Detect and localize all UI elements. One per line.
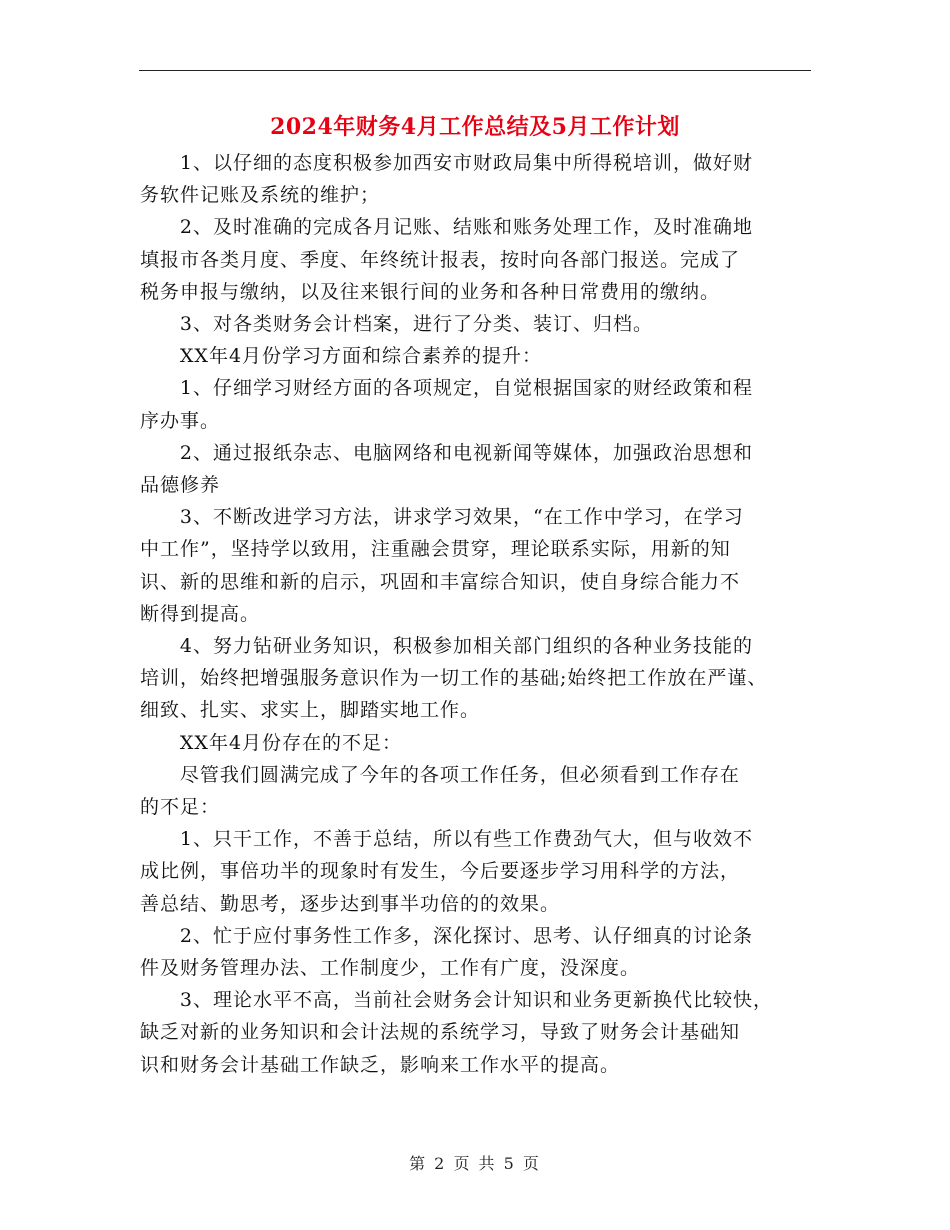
paragraph-6: 2、通过报纸杂志、电脑网络和电视新闻等媒体，加强政治思想和 品德修养: [140, 441, 753, 497]
header-rule: [139, 70, 811, 71]
paragraph-10: 尽管我们圆满完成了今年的各项工作任务，但必须看到工作存在 的不足：: [140, 763, 740, 819]
paragraph-2: 2、及时准确的完成各月记账、结账和账务处理工作，及时准确地 填报市各类月度、季度、年终统计报表，按时向各部门报送。完成了 税务申报与缴纳，以及往来银行间的业务和各种日常费用的缴纳。: [140, 216, 753, 303]
section-heading-learning: XX年4月份学习方面和综合素养的提升：: [179, 345, 543, 368]
paragraph-12: 2、忙于应付事务性工作多，深化探讨、思考、认仔细真的讨论条 件及财务管理办法、工作制度少，工作有广度，没深度。: [140, 924, 753, 980]
paragraph-5: 1、仔细学习财经方面的各项规定，自觉根据国家的财经政策和程 序办事。: [140, 377, 753, 432]
page-number-footer: 第 2 页 共 5 页: [409, 1154, 541, 1173]
paragraph-11: 1、只干工作，不善于总结，所以有些工作费劲气大，但与收效不 成比例，事倍功半的现象时有发生，今后要逐步学习用科学的方法， 善总结、勤思考，逐步达到事半功倍的的效果。: [140, 828, 753, 915]
paragraph-8: 4、努力钻研业务知识，积极参加相关部门组织的各种业务技能的 培训，始终把增强服务意识作为一切工作的基础;始终把工作放在严谨、 细致、扎实、求实上，脚踏实地工作。: [140, 635, 768, 722]
document-body: [140, 147, 812, 1081]
paragraph-1: 1、以仔细的态度积极参加西安市财政局集中所得税培训，做好财 务软件记账及系统的维护；: [140, 152, 753, 207]
document-title: 2024年财务4月工作总结及5月工作计划: [270, 114, 680, 140]
paragraph-13: 3、理论水平不高，当前社会财务会计知识和业务更新换代比较快， 缺乏对新的业务知识和会计法规的系统学习，导致了财务会计基础知 识和财务会计基础工作缺乏，影响来工作水平的提高。: [140, 989, 773, 1076]
paragraph-3: 3、对各类财务会计档案，进行了分类、装订、归档。: [179, 313, 653, 336]
paragraph-7: 3、不断改进学习方法，讲求学习效果，“在工作中学习，在学习 中工作”，坚持学以致用，注重融会贯穿，理论联系实际，用新的知 识、新的思维和新的启示，巩固和丰富综合知识，使自身综合能力不 断得到提高。: [140, 506, 744, 625]
section-heading-shortcomings: XX年4月份存在的不足：: [179, 731, 403, 754]
